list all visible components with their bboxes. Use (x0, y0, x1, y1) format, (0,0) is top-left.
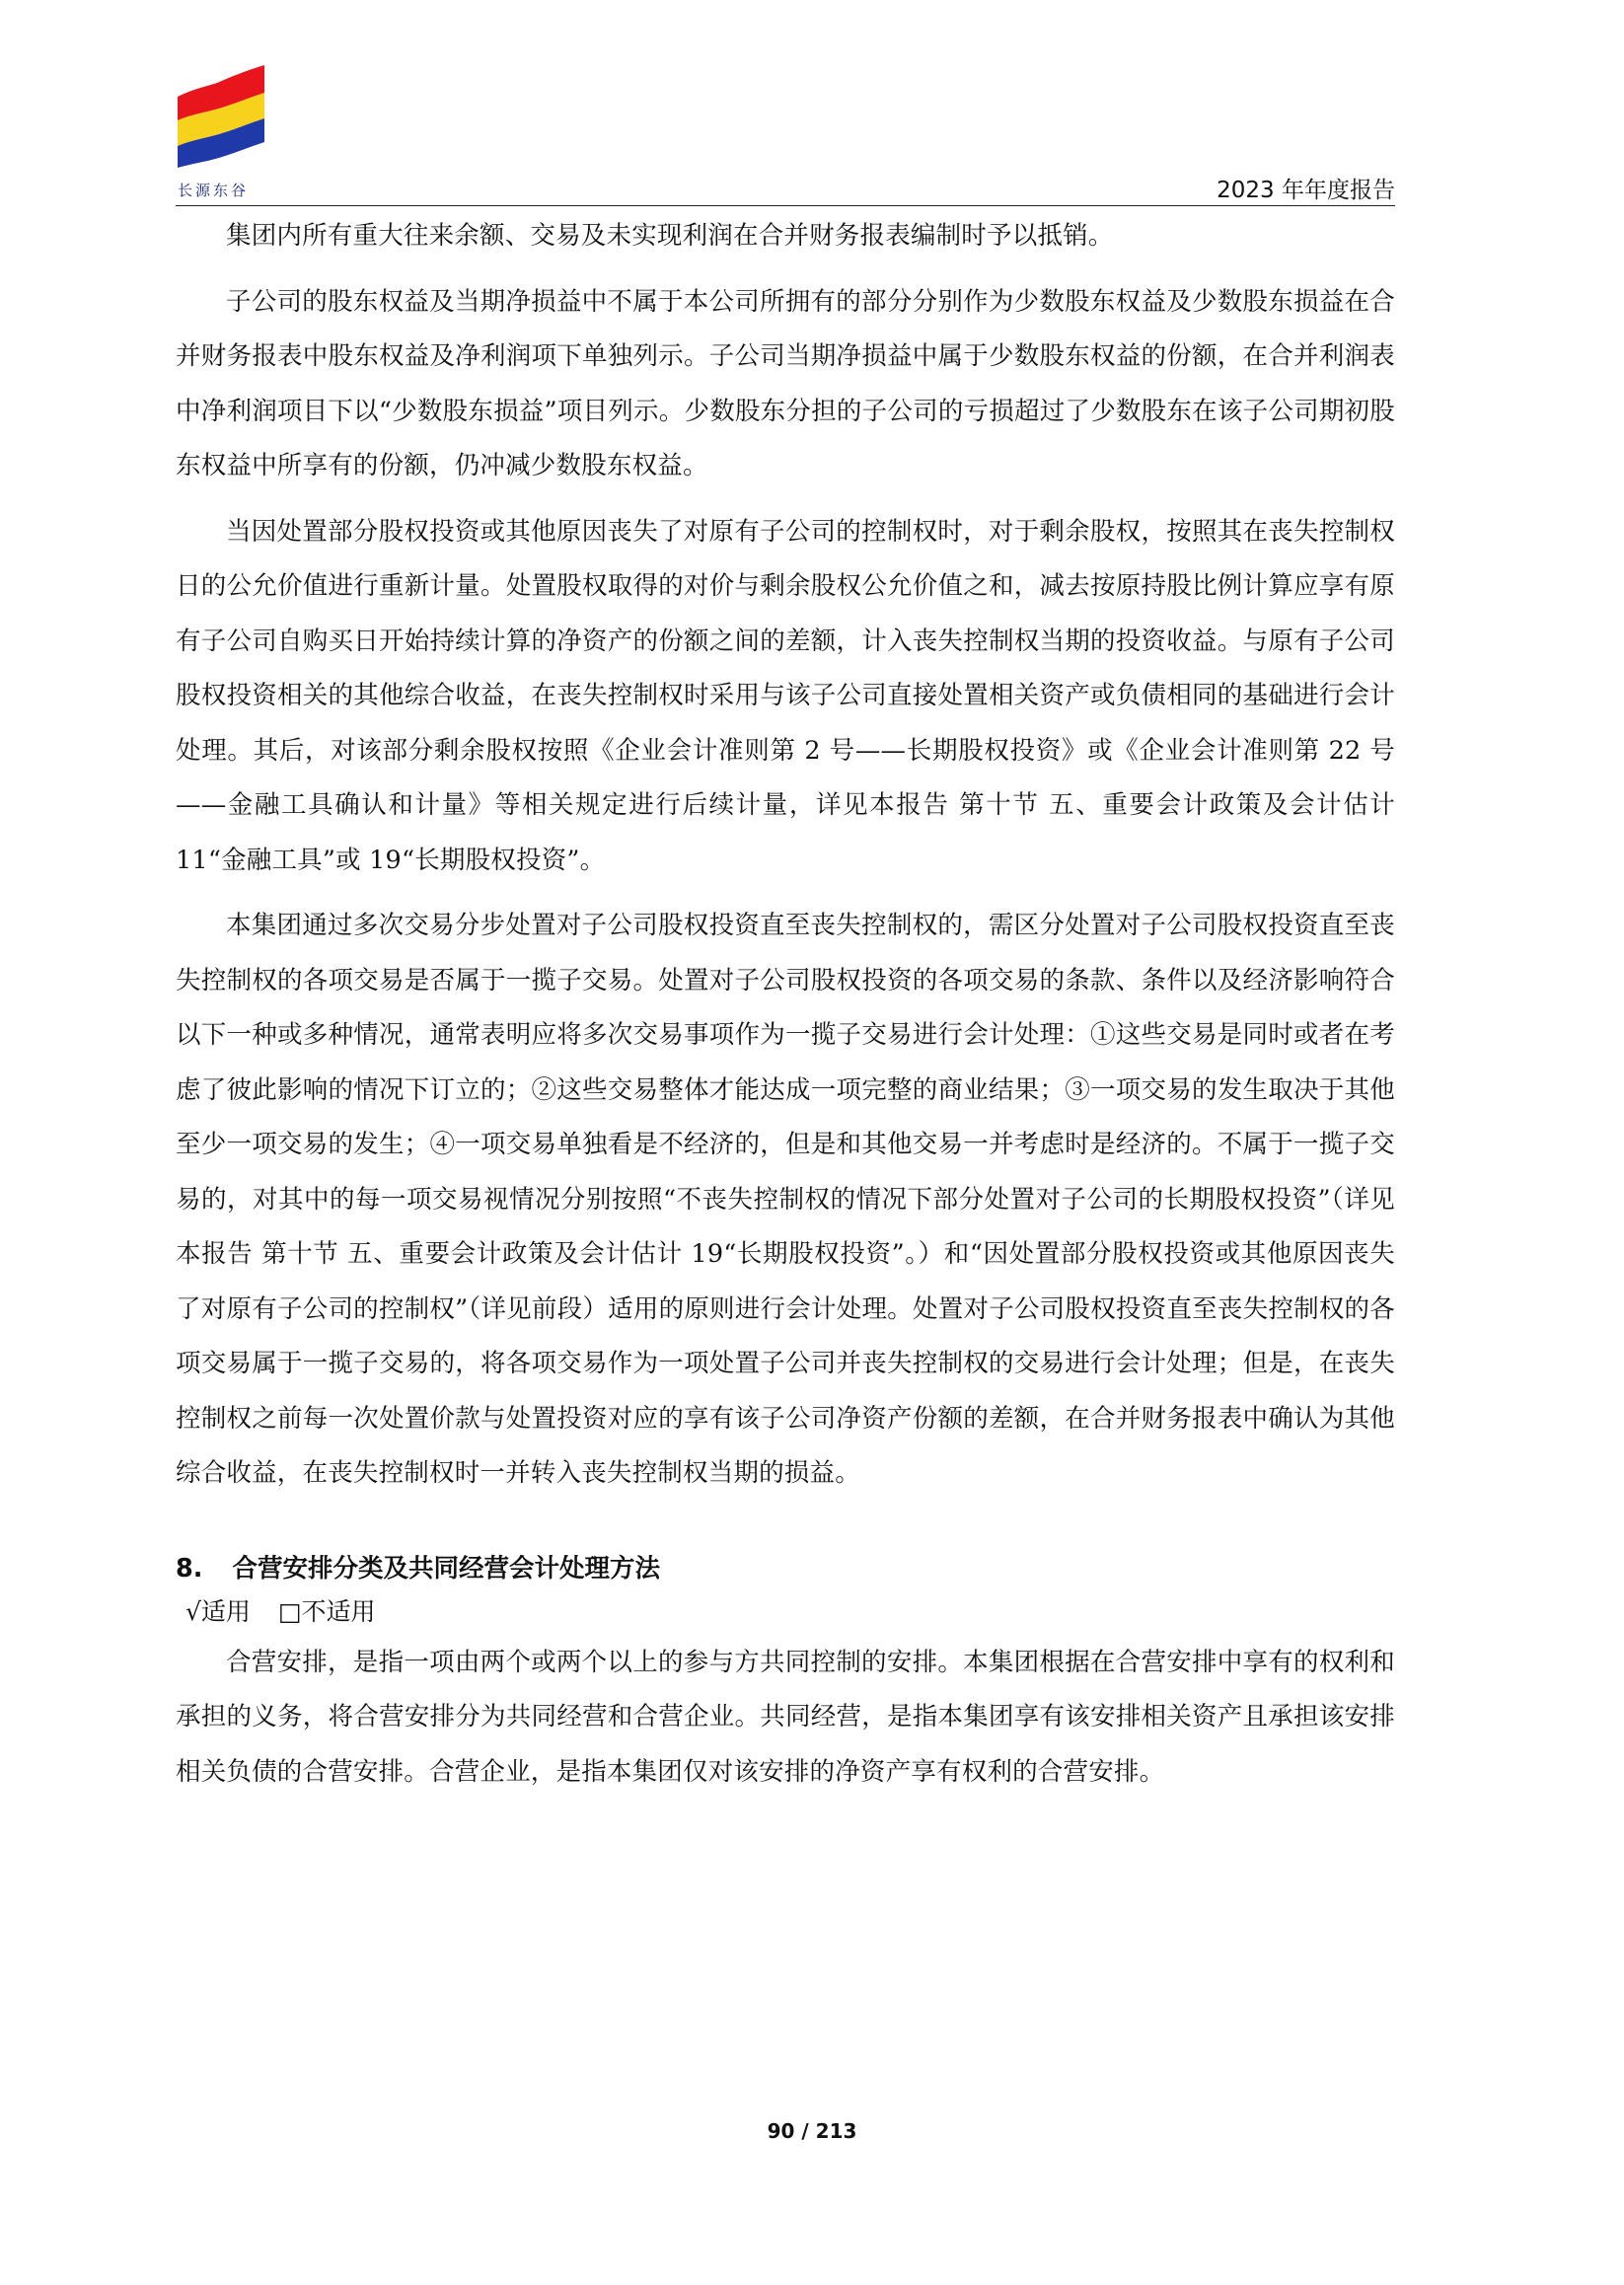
logo-text: 长源东谷 (178, 182, 250, 199)
document-body (176, 209, 1395, 1810)
page-number: 90 / 213 (767, 2119, 857, 2143)
logo-emblem-icon (176, 63, 266, 170)
section-heading (176, 1549, 1395, 1588)
not-applicable-checkbox: □不适用 (277, 1596, 376, 1626)
paragraph-joint-arrangements: 合营安排，是指一项由两个或两个以上的参与方共同控制的安排。本集团根据在合营安排中享有的权利和承担的义务，将合营安排分为共同经营和合营企业。共同经营，是指本集团享有该安排相关资产且承担该安排相关负债的合营安排。合营企业，是指本集团仅对该安排的净资产享有权利的合营安排。 (176, 1647, 1395, 1787)
paragraph-loss-of-control: 当因处置部分股权投资或其他原因丧失了对原有子公司的控制权时，对于剩余股权，按照其在丧失控制权日的公允价值进行重新计量。处置股权取得的对价与剩余股权公允价值之和，减去按原持股比例计算应享有原有子公司自购买日开始持续计算的净资产的份额之间的差额，计入丧失控制权当期的投资收益。与原有子公司股权投资相关的其他综合收益，在丧失控制权时采用与该子公司直接处置相关资产或负债相同的基础进行会计处理。其后，对该部分剩余股权按照《企业会计准则第 2 号——长期股权投资》或《企业会计准则第 22 号——金融工具确认和计量》等相关规定进行后续计量，详见本报告 第十节 五、重要会计政策及会计估计 11“金融工具”或 19“长期股权投资”。 (176, 516, 1395, 875)
header-divider (176, 205, 1395, 206)
applicability-options (185, 1592, 1395, 1632)
section-number: 8. (176, 1553, 203, 1584)
section-title: 合营安排分类及共同经营会计处理方法 (232, 1553, 660, 1584)
company-logo (176, 63, 274, 211)
paragraph-step-disposal: 本集团通过多次交易分步处置对子公司股权投资直至丧失控制权的，需区分处置对子公司股权投资直至丧失控制权的各项交易是否属于一揽子交易。处置对子公司股权投资的各项交易的条款、条件以及经济影响符合以下一种或多种情况，通常表明应将多次交易事项作为一揽子交易进行会计处理：①这些交易是同时或者在考虑了彼此影响的情况下订立的；②这些交易整体才能达成一项完整的商业结果；③一项交易的发生取决于其他至少一项交易的发生；④一项交易单独看是不经济的，但是和其他交易一并考虑时是经济的。不属于一揽子交易的，对其中的每一项交易视情况分别按照“不丧失控制权的情况下部分处置对子公司的长期股权投资”（详见本报告 第十节 五、重要会计政策及会计估计 19“长期股权投资”。）和“因处置部分股权投资或其他原因丧失了对原有子公司的控制权”（详见前段）适用的原则进行会计处理。处置对子公司股权投资直至丧失控制权的各项交易属于一揽子交易的，将各项交易作为一项处置子公司并丧失控制权的交易进行会计处理；但是，在丧失控制权之前每一次处置价款与处置投资对应的享有该子公司净资产份额的差额，在合并财务报表中确认为其他综合收益，在丧失控制权时一并转入丧失控制权当期的损益。 (176, 911, 1395, 1488)
applicable-checkbox: √适用 (185, 1596, 251, 1626)
report-title: 2023 年年度报告 (1217, 178, 1395, 203)
paragraph-minority-interests: 子公司的股东权益及当期净损益中不属于本公司所拥有的部分分别作为少数股东权益及少数股东损益在合并财务报表中股东权益及净利润项下单独列示。子公司当期净损益中属于少数股东权益的份额，在合并利润表中净利润项目下以“少数股东损益”项目列示。少数股东分担的子公司的亏损超过了少数股东在该子公司期初股东权益中所享有的份额，仍冲减少数股东权益。 (176, 286, 1395, 480)
paragraph-elimination: 集团内所有重大往来余额、交易及未实现利润在合并财务报表编制时予以抵销。 (226, 221, 1114, 251)
